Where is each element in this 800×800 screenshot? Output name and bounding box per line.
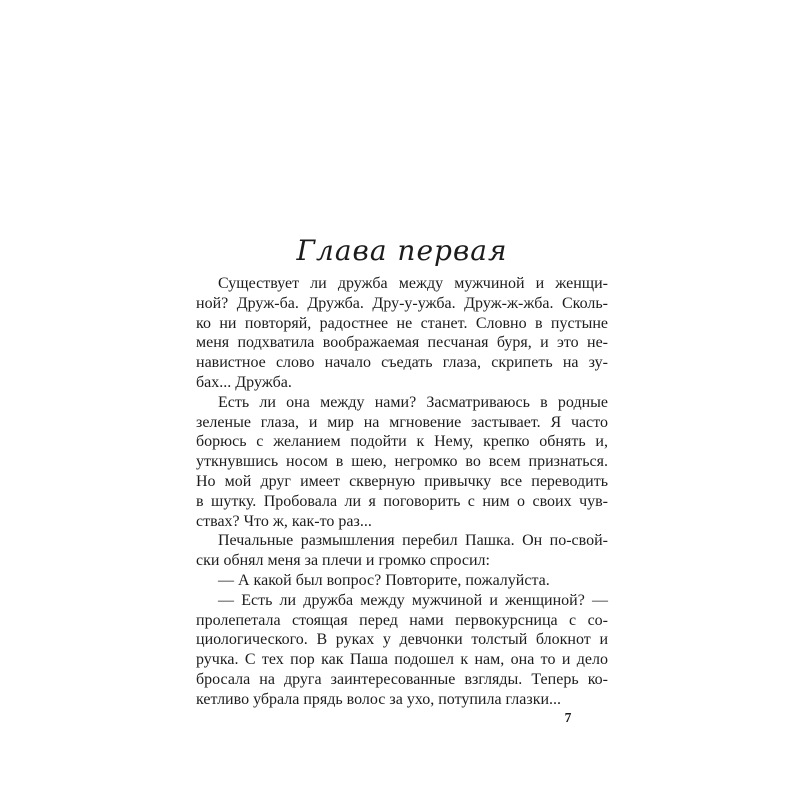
text-line: ной? Друж-ба. Дружба. Дру-у-ужба. Друж-ж-жба. Сколь-: [196, 294, 608, 312]
text-line: ручка. С тех пор как Паша подошел к нам, она то и дело: [196, 651, 608, 669]
text-line: ствах? Что ж, как-то раз...: [196, 512, 372, 530]
text-line: бах... Дружба.: [196, 373, 292, 391]
text-line: Но мой друг имеет скверную привычку все переводить: [196, 472, 608, 490]
text-line: меня подхватила воображаемая песчаная буря, и это не-: [196, 334, 608, 352]
text-line: Существует ли дружба между мужчиной и женщи-: [218, 275, 608, 292]
text-line: борюсь с желанием подойти к Нему, крепко обнять и,: [196, 433, 608, 451]
text-line: пролепетала стоящая перед нами первокурсница с со-: [196, 611, 608, 629]
text-line: кетливо убрала прядь волос за ухо, потупила глазки...: [196, 690, 562, 708]
text-line: — А какой был вопрос? Повторите, пожалуйста.: [218, 571, 550, 589]
text-line: Печальные размышления перебил Пашка. Он по-свой-: [218, 532, 608, 550]
chapter-title: Глава первая: [296, 234, 508, 267]
text-line: уткнувшись носом в шею, негромко во всем признаться.: [196, 453, 608, 471]
text-line: ко ни повторяй, радостнее не станет. Словно в пустыне: [196, 314, 608, 332]
text-line: зеленые глаза, и мир на мгновение застывает. Я часто: [196, 413, 608, 431]
text-line: навистное слово начало съедать глаза, скрипеть на зу-: [196, 354, 608, 372]
body-text: [196, 274, 608, 710]
text-line: циологического. В руках у девчонки толстый блокнот и: [196, 631, 608, 649]
page-number: 7: [564, 710, 572, 725]
text-line: — Есть ли дружба между мужчиной и женщиной? —: [218, 591, 608, 609]
text-line: ски обнял меня за плечи и громко спросил:: [196, 552, 490, 570]
text-line: в шутку. Пробовала ли я поговорить с ним о своих чув-: [196, 492, 608, 510]
text-line: Есть ли она между нами? Засматриваюсь в родные: [218, 393, 608, 411]
text-line: бросала на друга заинтересованные взгляды. Теперь ко-: [196, 670, 608, 688]
